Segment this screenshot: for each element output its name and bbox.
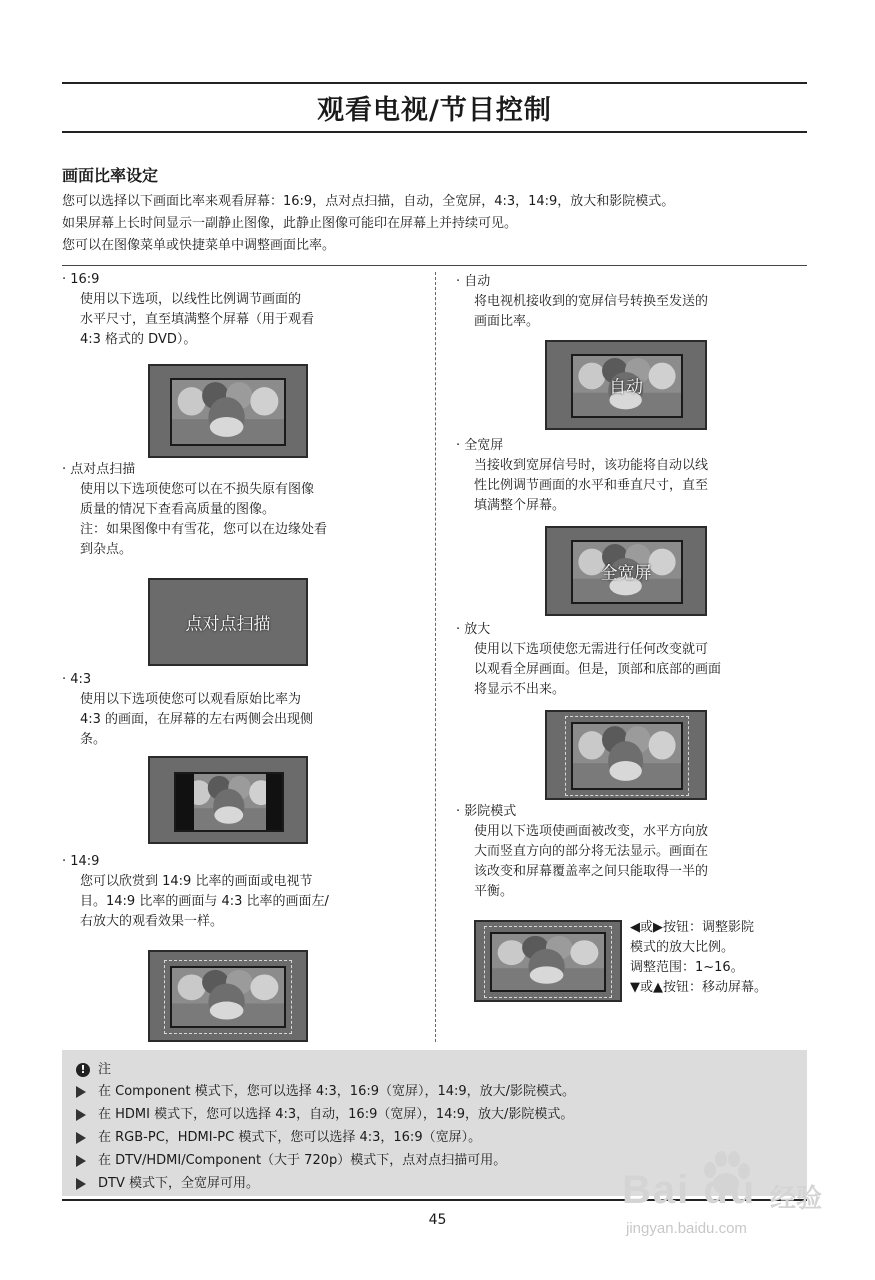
tv-picture — [174, 772, 284, 832]
note-item-text: 在 HDMI 模式下，您可以选择 4:3，自动，16:9（宽屏），14:9，放大/影院模式。 — [98, 1107, 574, 1122]
option-cinema — [456, 802, 708, 902]
watermark-cn: 经验 — [770, 1184, 823, 1214]
option-text: 条。 — [80, 732, 107, 747]
crop-guide — [164, 960, 292, 1034]
option-title: · 影院模式 — [456, 804, 517, 819]
tv-thumbnail-zoom — [545, 710, 707, 800]
note-item — [76, 1103, 575, 1126]
option-text: 填满整个屏幕。 — [474, 498, 566, 513]
page-number: 45 — [428, 1212, 447, 1228]
note-item — [76, 1080, 575, 1103]
option-text: 4:3 格式的 DVD）。 — [80, 332, 197, 347]
control-text: 模式的放大比例。 — [630, 940, 735, 955]
tv-picture — [170, 378, 286, 446]
option-14-9 — [62, 852, 329, 932]
option-text: 水平尺寸，直至填满整个屏幕（用于观看 — [80, 312, 315, 327]
option-text: 使用以下选项使画面被改变，水平方向放 — [474, 824, 709, 839]
cinema-controls — [630, 918, 767, 998]
option-title: · 点对点扫描 — [62, 462, 136, 477]
option-text: 目。14:9 比率的画面与 4:3 比率的画面左/ — [80, 894, 329, 909]
triangle-bullet-icon — [76, 1086, 86, 1098]
triangle-bullet-icon — [76, 1132, 86, 1144]
intro-line: 您可以选择以下画面比率来观看屏幕：16:9，点对点扫描，自动，全宽屏，4:3，14:9，放大和影院模式。 — [62, 194, 675, 209]
title-rule — [62, 131, 807, 133]
note-item — [76, 1126, 575, 1149]
option-text: 将显示不出来。 — [474, 682, 566, 697]
tv-overlay-label: 自动 — [609, 377, 643, 398]
baidu-watermark — [622, 1150, 842, 1250]
watermark-logo: Bai du — [622, 1168, 757, 1212]
note-item-text: DTV 模式下，全宽屏可用。 — [98, 1176, 259, 1191]
section-heading: 画面比率设定 — [62, 166, 159, 185]
tv-thumbnail-4-3 — [148, 756, 308, 844]
option-text: 使用以下选项使您可以在不损失原有图像 — [80, 482, 315, 497]
note-item — [76, 1149, 575, 1172]
page-title: 观看电视/节目控制 — [317, 95, 552, 126]
option-text: 您可以欣赏到 14:9 比率的画面或电视节 — [80, 874, 313, 889]
option-text: 4:3 的画面，在屏幕的左右两侧会出现侧 — [80, 712, 314, 727]
tv-overlay-label: 全宽屏 — [600, 563, 652, 584]
section-rule — [62, 265, 807, 266]
option-text: 大而竖直方向的部分将无法显示。画面在 — [474, 844, 709, 859]
option-title: · 全宽屏 — [456, 438, 504, 453]
option-text: 到杂点。 — [80, 542, 133, 557]
tv-overlay-label: 点对点扫描 — [185, 614, 271, 635]
note-heading — [76, 1058, 111, 1077]
note-heading-label: 注 — [98, 1062, 112, 1077]
option-auto — [456, 272, 708, 332]
note-item-text: 在 RGB-PC，HDMI-PC 模式下，您可以选择 4:3，16:9（宽屏）。 — [98, 1130, 482, 1145]
option-text: 平衡。 — [474, 884, 514, 899]
note-item — [76, 1172, 575, 1195]
triangle-bullet-icon — [76, 1178, 86, 1190]
control-text: ▼或▲按钮：移动屏幕。 — [630, 980, 767, 995]
tv-thumbnail-cinema — [474, 920, 622, 1002]
option-text: 以观看全屏画面。但是，顶部和底部的画面 — [474, 662, 722, 677]
option-zoom — [456, 620, 721, 700]
option-title: · 放大 — [456, 622, 491, 637]
tv-thumbnail-14-9 — [148, 950, 308, 1042]
option-text: 使用以下选项使您无需进行任何改变就可 — [474, 642, 709, 657]
crop-guide — [484, 926, 612, 998]
note-item-text: 在 DTV/HDMI/Component（大于 720p）模式下，点对点扫描可用。 — [98, 1153, 507, 1168]
option-text: 注：如果图像中有雪花，您可以在边缘处看 — [80, 522, 328, 537]
option-pixel-scan — [62, 460, 327, 560]
option-text: 将电视机接收到的宽屏信号转换至发送的 — [474, 294, 709, 309]
option-text: 使用以下选项使您可以观看原始比率为 — [80, 692, 302, 707]
note-item-text: 在 Component 模式下，您可以选择 4:3，16:9（宽屏），14:9，放大/影院模式。 — [98, 1084, 576, 1099]
tv-thumbnail-auto — [545, 340, 707, 430]
note-list — [76, 1080, 575, 1195]
watermark-url: jingyan.baidu.com — [626, 1220, 747, 1237]
control-text: ◀或▶按钮：调整影院 — [630, 920, 754, 935]
crop-guide — [565, 716, 689, 796]
column-divider — [435, 272, 436, 1042]
option-text: 画面比率。 — [474, 314, 540, 329]
option-text: 当接收到宽屏信号时，该功能将自动以线 — [474, 458, 709, 473]
option-full-wide — [456, 436, 708, 516]
triangle-bullet-icon — [76, 1109, 86, 1121]
option-title: · 16:9 — [62, 272, 100, 287]
option-title: · 自动 — [456, 274, 491, 289]
option-text: 质量的情况下查看高质量的图像。 — [80, 502, 276, 517]
tv-thumbnail-full-wide — [545, 526, 707, 616]
option-text: 该改变和屏幕覆盖率之间只能取得一半的 — [474, 864, 709, 879]
tv-thumbnail-16-9 — [148, 364, 308, 458]
intro-line: 您可以在图像菜单或快捷菜单中调整画面比率。 — [62, 238, 336, 253]
option-title: · 14:9 — [62, 854, 100, 869]
intro-line: 如果屏幕上长时间显示一副静止图像，此静止图像可能印在屏幕上并持续可见。 — [62, 216, 518, 231]
intro-text — [62, 191, 807, 257]
option-16-9 — [62, 270, 314, 350]
info-icon: ! — [76, 1063, 90, 1077]
option-text: 右放大的观看效果一样。 — [80, 914, 224, 929]
option-title: · 4:3 — [62, 672, 92, 687]
option-text: 性比例调节画面的水平和垂直尺寸，直至 — [474, 478, 709, 493]
control-text: 调整范围：1~16。 — [630, 960, 744, 975]
triangle-bullet-icon — [76, 1155, 86, 1167]
top-rule — [62, 82, 807, 84]
option-4-3 — [62, 670, 313, 750]
tv-thumbnail-pixel-scan — [148, 578, 308, 666]
option-text: 使用以下选项，以线性比例调节画面的 — [80, 292, 302, 307]
